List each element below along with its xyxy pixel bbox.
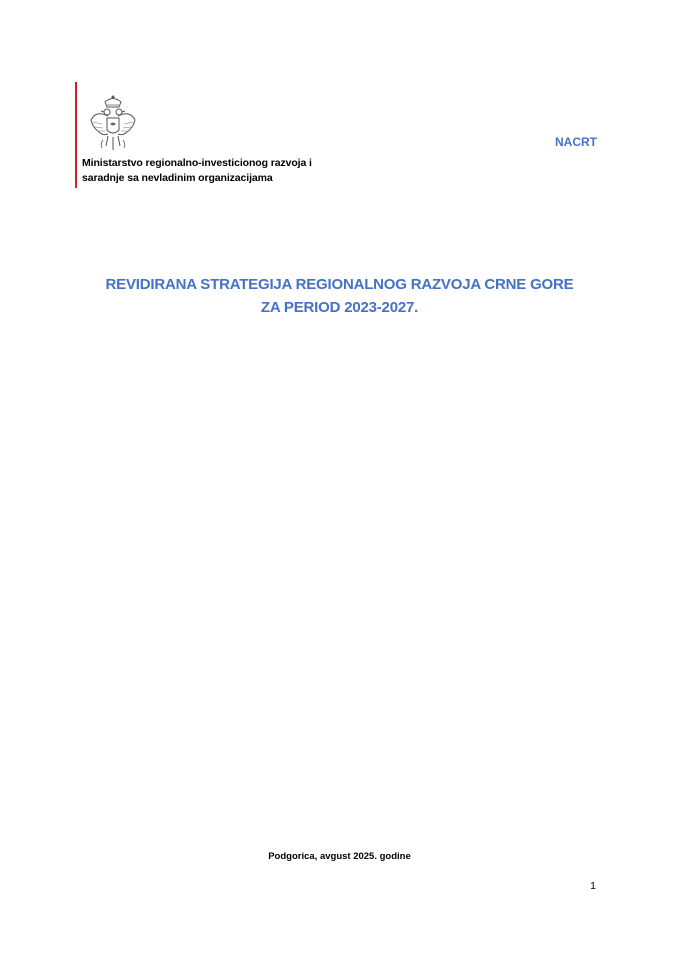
header-red-rule: [75, 82, 77, 188]
coat-of-arms-icon: [88, 94, 138, 154]
ministry-name-line-1: Ministarstvo regionalno-investicionog razvoja i: [82, 157, 312, 169]
document-title-line-2: ZA PERIOD 2023-2027.: [260, 299, 419, 316]
page-number: 1: [590, 880, 596, 892]
ministry-name-line-2: saradnje sa nevladinim organizacijama: [82, 172, 273, 184]
ministry-name: [82, 156, 382, 186]
document-title: [0, 273, 679, 319]
document-title-line-1: REVIDIRANA STRATEGIJA REGIONALNOG RAZVOJA CRNE GORE: [105, 276, 574, 293]
draft-status-label: NACRT: [555, 135, 597, 149]
place-and-date: Podgorica, avgust 2025. godine: [268, 851, 411, 862]
